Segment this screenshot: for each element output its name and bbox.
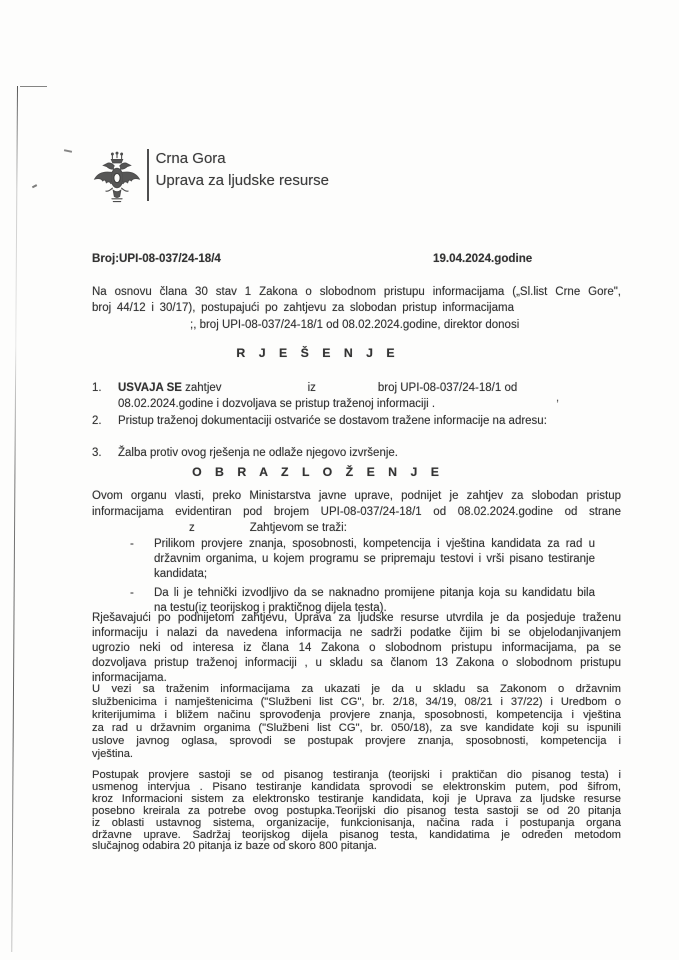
rationale-paragraph-4 xyxy=(92,770,621,853)
item-text: Žalba protiv ovog rješenja ne odlaže njegovo izvršenje. xyxy=(118,447,398,460)
item-text-segment: broj UPI-08-037/24-18/1 od xyxy=(377,382,518,394)
scan-speck xyxy=(32,184,39,192)
paragraph-line: slučajnog odabira 20 pitanja iz baze od skoro 800 pitanja. xyxy=(92,840,377,853)
decision-title: R J E Š E N J E xyxy=(236,346,400,360)
bullet-dash: - xyxy=(130,586,134,599)
paragraph-line: Rješavajući po podnijetom zahtjevu, Uprava za ljudske resurse utvrdila je da posjeduje traženu xyxy=(92,612,621,624)
scan-line-artifact xyxy=(11,86,18,952)
bullet-text xyxy=(154,537,595,583)
paragraph-line: državne uprave. Sadržaj teorijskog dijela pisanog testa, kandidatima je određen metodom xyxy=(92,828,621,841)
bullet-line: Da li je tehnički izvodljivo da se naknadno promijene pitanja koja su kandidatu bila xyxy=(154,586,595,599)
scan-speck xyxy=(64,149,72,153)
scan-speck: , xyxy=(556,392,560,404)
item-text-segment: zahtjev xyxy=(181,382,222,394)
paragraph-line: posebno kreirala za potrebe ovog postupka.Teorijski dio pisanog testa sastoji se od 20 pitanja xyxy=(92,804,621,817)
paragraph-line: usmenog intervjua . Pisano testiranje kandidata sprovodi se elektronskim putem, pod šifrom, xyxy=(92,780,621,793)
decision-item-3 xyxy=(92,445,621,461)
document-number: Broj:UPI-08-037/24-18/4 xyxy=(92,252,221,265)
item-number: 2. xyxy=(92,414,102,427)
rationale-title: O B R A Z L O Ž E N J E xyxy=(192,465,444,479)
paragraph-line: vještina. xyxy=(92,747,134,760)
decision-item-1-cont: 08.02.2024.godine i dozvoljava se pristup traženoj informaciji . xyxy=(118,398,436,411)
item-number: 3. xyxy=(92,447,102,460)
bullet-line: državnim organima, u kojem programu se pripremaju testovi i vrši pisano testiranje xyxy=(154,553,595,566)
bullet-line: Prilikom provjere znanja, sposobnosti, kompetencija i vještina kandidata za rad u xyxy=(154,538,595,550)
decision-items xyxy=(92,380,621,462)
paragraph-line: dozvoljava pristup traženoj informaciji , u skladu sa članom 13 Zakona o slobodnom pristupu xyxy=(92,656,621,669)
bullet-dash: - xyxy=(130,538,134,550)
decision-item-2 xyxy=(92,413,621,429)
paragraph-line: kriterijumima i bližem načinu sprovođenja provjere znanja, sposobnosti, kompetencija i vještina xyxy=(92,708,621,721)
montenegro-coat-of-arms-icon xyxy=(93,149,141,207)
paragraph-line: uslove javnog oglasa, sprovodi se postupak provjere znanja, sposobnosti, kompetencija i xyxy=(92,734,621,747)
item-text-segment: iz xyxy=(307,382,316,394)
paragraph-line: informacijama evidentiran pod brojem UPI-08-037/24-18/1 od 08.02.2024.godine od strane xyxy=(92,506,621,518)
bullet-line: kandidata; xyxy=(154,568,208,581)
rationale-paragraph-1 xyxy=(92,488,621,536)
item-bold-phrase: USVAJA SE xyxy=(118,382,182,394)
paragraph-line: Ovom organu vlasti, preko Ministarstva javne uprave, podnijet je zahtjev za slobodan pristup xyxy=(92,490,621,502)
org-country: Crna Gora xyxy=(155,150,226,167)
preamble-line: broj 44/12 i 30/17), postupajući po zahtjevu za slobodan pristup informacijama xyxy=(92,302,514,315)
rationale-paragraph-3 xyxy=(92,683,621,760)
request-bullets xyxy=(92,537,621,616)
preamble xyxy=(92,284,621,333)
rationale-paragraph-2 xyxy=(92,611,621,686)
document-date: 19.04.2024.godine xyxy=(433,252,533,265)
paragraph-text-segment: Zahtjevom se traži: xyxy=(249,522,347,534)
decision-item-1 xyxy=(92,380,621,396)
paragraph-line: kroz Informacioni sistem za elektronsko testiranje kandidata, koji je Uprava za ljudske resurse xyxy=(92,792,621,805)
bullet-item-1 xyxy=(92,537,621,583)
paragraph-line: za rad u državnim organima ("Službeni list CG", br. 050/18), za sve kandidate koji su ispunili xyxy=(92,721,621,734)
redacted-initial: z xyxy=(189,522,195,534)
paragraph-line: informaciju i nalazi da navedena informacija ne sadrži podatke čijim bi se objelodanjivanjem xyxy=(92,626,621,639)
item-text xyxy=(118,380,621,396)
paragraph-line xyxy=(92,520,621,536)
preamble-line: Na osnovu člana 30 stav 1 Zakona o slobodnom pristupu informacijama („Sl.list Crne Gore", xyxy=(92,286,621,298)
item-number: 1. xyxy=(92,382,102,394)
preamble-line: ;, broj UPI-08-037/24-18/1 od 08.02.2024.godine, direktor donosi xyxy=(190,318,520,331)
paragraph-line: Postupak provjere sastoji se od pisanog testiranja (teorijski i praktičan dio pisanog testa) i xyxy=(92,769,621,781)
paragraph-line: službenicima i namještenicima ("Službeni list CG", br. 2/18, 34/19, 08/21 i 37/22) i Uredbom o xyxy=(92,695,621,708)
letterhead xyxy=(93,147,329,207)
paragraph-line: iz oblasti ustavnog sistema, organizacije, funkcionisanja, načina rada i postupanja organa xyxy=(92,816,621,829)
paragraph-line: U vezi sa traženim informacijama za ukazati je da u skladu sa Zakonom o državnim xyxy=(92,683,621,695)
paragraph-line: informacijama. xyxy=(92,671,167,684)
bullet-line: na testu(iz teorijskog i praktičnog dijela testa). xyxy=(154,601,387,614)
scan-corner-artifact xyxy=(20,86,47,87)
letterhead-divider xyxy=(147,149,149,201)
paragraph-line: ugrozio neki od interesa iz člana 14 Zakona o slobodnom pristupu informacijama, pa se xyxy=(92,641,621,654)
org-agency: Uprava za ljudske resurse xyxy=(155,171,330,189)
item-text: Pristup traženoj dokumentaciji ostvariće se dostavom tražene informacije na adresu: xyxy=(118,414,547,427)
org-names xyxy=(156,147,329,192)
